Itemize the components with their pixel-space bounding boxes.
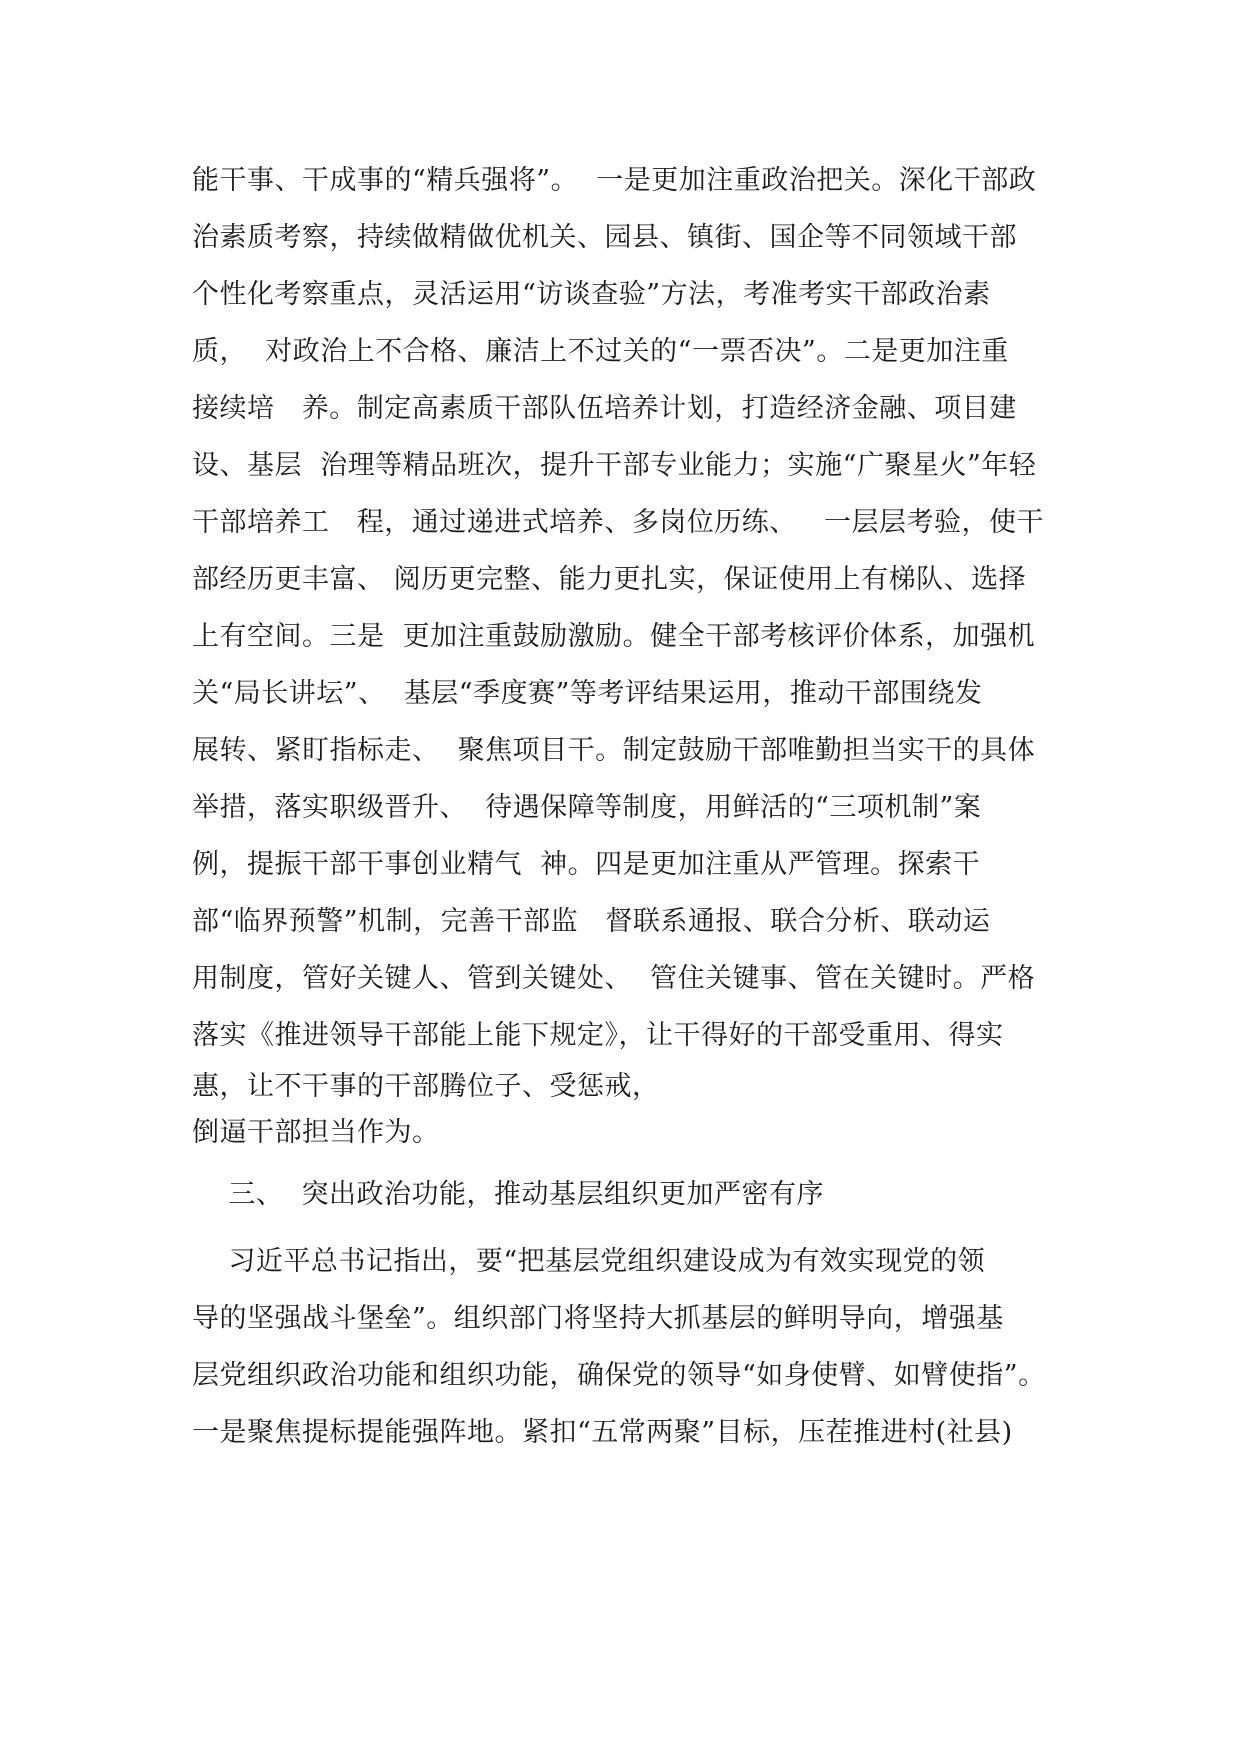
- body-line: 惠，让不干事的干部腾位子、受惩戒，: [192, 1071, 660, 1102]
- section-heading: 三、 突出政治功能，推动基层组织更加严密有序: [192, 1179, 824, 1210]
- body-line: 展转、紧盯指标走、 聚焦项目干。制定鼓励干部唯勤担当实干的具体: [192, 735, 1036, 766]
- body-line: 设、基层 治理等精品班次，提升干部专业能力；实施“广聚星火”年轻: [192, 450, 1037, 481]
- paragraph-line: 习近平总书记指出，要“把基层党组织建设成为有效实现党的领: [192, 1246, 986, 1277]
- body-line: 接续培 养。制定高素质干部队伍培养计划，打造经济金融、项目建: [192, 393, 1017, 424]
- body-line: 例，提振干部干事创业精气 神。四是更加注重从严管理。探索干: [192, 849, 981, 880]
- body-line: 部“临界预警”机制，完善干部监 督联系通报、联合分析、联动运: [192, 906, 991, 937]
- paragraph-line: 导的坚强战斗堡垒”。组织部门将坚持大抓基层的鲜明导向，增强基: [192, 1303, 1004, 1334]
- paragraph-line: 层党组织政治功能和组织功能，确保党的领导“如身使臂、如臂使指”。: [192, 1360, 1046, 1391]
- body-line: 上有空间。三是 更加注重鼓励激励。健全干部考核评价体系，加强机: [192, 621, 1036, 652]
- body-line: 关“局长讲坛”、 基层“季度赛”等考评结果运用，推动干部围绕发: [192, 678, 983, 709]
- body-line: 用制度，管好关键人、管到关键处、 管住关键事、管在关键时。严格: [192, 963, 1036, 994]
- document-body: [192, 152, 1072, 1461]
- body-line: 举措，落实职级晋升、 待遇保障等制度，用鲜活的“三项机制”案: [192, 792, 982, 823]
- spacer: [192, 1223, 1072, 1233]
- body-line: 个性化考察重点，灵活运用“访谈查验”方法，考准考实干部政治素: [192, 279, 991, 310]
- body-line: 能干事、干成事的“精兵强将”。 一是更加注重政治把关。深化干部政: [192, 165, 1037, 196]
- body-line: 部经历更丰富、 阅历更完整、能力更扎实，保证使用上有梯队、选择: [192, 564, 1027, 595]
- body-line: 干部培养工 程，通过递进式培养、多岗位历练、 一层层考验，使干: [192, 507, 1044, 538]
- paragraph-line: 一是聚焦提标提能强阵地。紧扣“五常两聚”目标，压茬推进村(社县): [192, 1417, 1013, 1448]
- body-line: 质， 对政治上不合格、廉洁上不过关的“一票否决”。二是更加注重: [192, 336, 1009, 367]
- body-line: 落实《推进领导干部能上能下规定》，让干得好的干部受重用、得实: [192, 1020, 1004, 1051]
- body-line-last: 倒逼干部担当作为。: [192, 1117, 440, 1148]
- body-line: 治素质考察，持续做精做优机关、园县、镇街、国企等不同领域干部: [192, 222, 1017, 253]
- spacer: [192, 1156, 1072, 1166]
